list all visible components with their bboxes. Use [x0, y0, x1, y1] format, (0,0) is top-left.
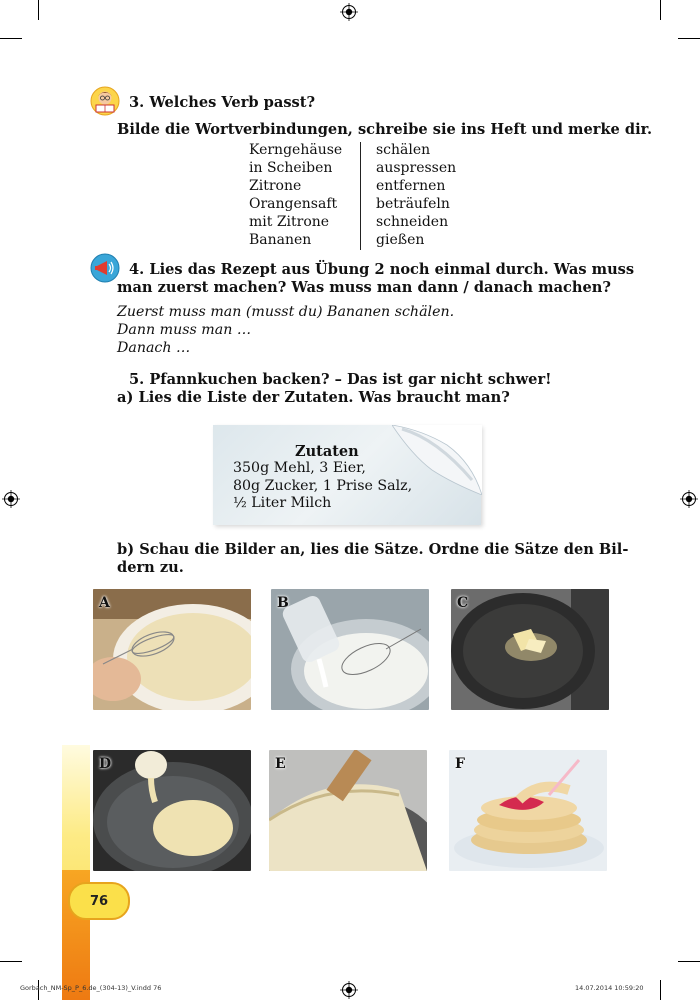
exercise-4-title-line2: man zuerst machen? Was muss man dann / danach machen?	[117, 279, 611, 296]
ingredient-line: ½ Liter Milch	[233, 495, 332, 511]
photo-pour-milk	[271, 589, 429, 710]
page-number: 76	[68, 882, 130, 920]
list-item: beträufeln	[376, 196, 450, 212]
exercise-3-instruction: Bilde die Wortverbindungen, schreibe sie ins Heft und merke dir.	[117, 121, 653, 138]
registration-mark-icon	[680, 490, 698, 508]
crop-mark	[660, 0, 661, 20]
ingredients-title: Zutaten	[295, 443, 359, 460]
exercise-3-title: 3. Welches Verb passt?	[129, 94, 316, 111]
photo-label: A	[99, 595, 110, 611]
crop-mark	[660, 980, 661, 1000]
ingredient-line: 80g Zucker, 1 Prise Salz,	[233, 477, 413, 494]
example-sentence: Zuerst muss man (musst du) Bananen schälen.	[117, 304, 455, 320]
photo-pancake-stack	[449, 750, 607, 871]
footer-date: 14.07.2014 10:59:20	[575, 984, 644, 992]
exercise-5-title: 5. Pfannkuchen backen? – Das ist gar nicht schwer!	[129, 371, 552, 388]
example-sentence: Danach …	[117, 340, 191, 356]
list-item: mit Zitrone	[249, 214, 330, 230]
crop-mark	[38, 0, 39, 20]
crop-mark	[0, 961, 22, 962]
list-item: auspressen	[376, 160, 457, 176]
photo-whisk-batter	[93, 589, 251, 710]
registration-mark-icon	[2, 490, 20, 508]
photo-pour-batter	[93, 750, 251, 871]
exercise-5b-instruction-line1: b) Schau die Bilder an, lies die Sätze. Ordne die Sätze den Bil-	[117, 541, 629, 558]
list-item: Orangensaft	[249, 196, 338, 212]
example-sentence: Dann muss man …	[117, 322, 252, 338]
list-item: in Scheiben	[249, 160, 333, 176]
word-list-right	[376, 141, 456, 249]
photo-label: F	[455, 756, 465, 772]
list-item: entfernen	[376, 178, 446, 194]
crop-mark	[0, 38, 22, 39]
list-item: schälen	[376, 142, 431, 158]
crop-mark	[678, 961, 700, 962]
list-item: gießen	[376, 232, 425, 248]
exercise-4-title-line1: 4. Lies das Rezept aus Übung 2 noch einmal durch. Was muss	[129, 261, 635, 278]
photo-label: D	[99, 756, 112, 772]
photo-label: B	[277, 595, 289, 611]
list-item: schneiden	[376, 214, 449, 230]
registration-mark-icon	[340, 981, 358, 999]
ingredients-list	[233, 460, 412, 513]
megaphone-icon	[90, 253, 120, 283]
photo-flip-pancake	[269, 750, 427, 871]
list-item: Bananen	[249, 232, 312, 248]
ingredient-line: 350g Mehl, 3 Eier,	[233, 460, 366, 476]
list-item: Zitrone	[249, 178, 302, 194]
crop-mark	[678, 38, 700, 39]
column-divider	[360, 142, 361, 250]
list-item: Kerngehäuse	[249, 142, 343, 158]
exercise-5a-instruction: a) Lies die Liste der Zutaten. Was braucht man?	[117, 389, 510, 406]
registration-mark-icon	[340, 3, 358, 21]
photo-butter-pan	[451, 589, 609, 710]
photo-label: E	[275, 756, 286, 772]
student-reading-icon	[90, 86, 120, 116]
photo-label: C	[457, 595, 469, 611]
footer-file-info: Gorbach_NM-Sp_P_6.de_(304-13)_V.indd 76	[20, 984, 162, 992]
word-list-left	[249, 141, 342, 249]
exercise-5b-instruction-line2: dern zu.	[117, 559, 184, 576]
